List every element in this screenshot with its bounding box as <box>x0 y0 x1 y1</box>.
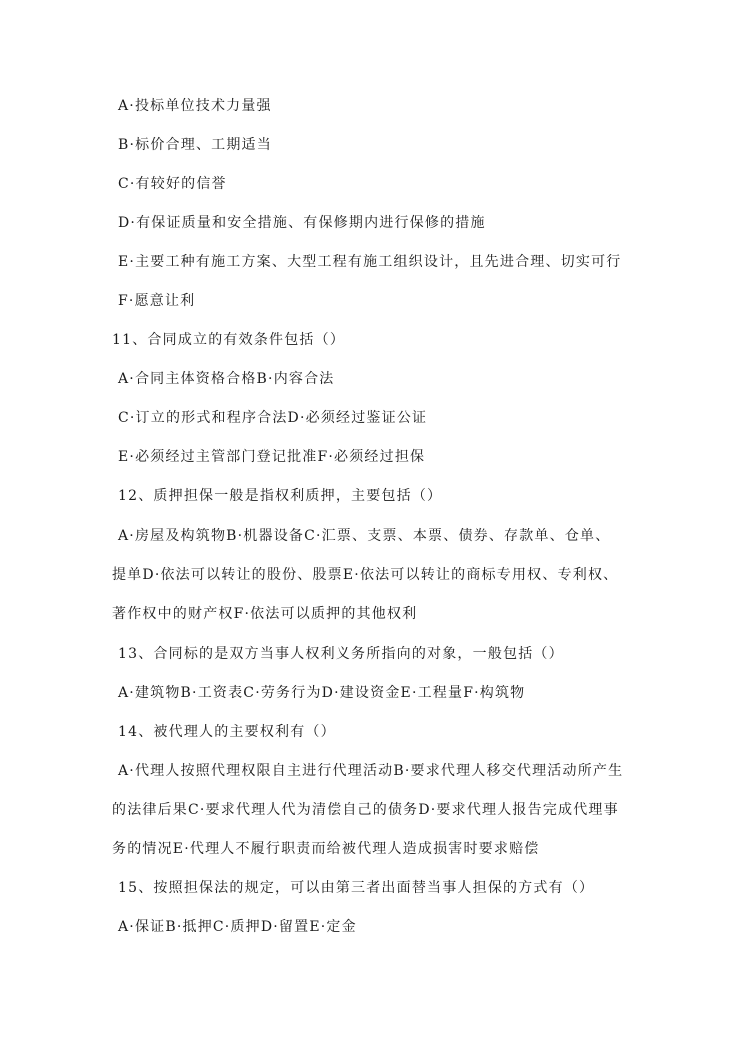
option-e-text: E·主要工种有施工方案、大型工程有施工组织设计，且先进合理、切实可行 <box>118 254 622 270</box>
question-14-options-line-1: A·代理人按照代理权限自主进行代理活动B·要求代理人移交代理活动所产生 <box>118 763 624 779</box>
question-14-options-line-2: 的法律后果C·要求代理人代为清偿自己的债务D·要求代理人报告完成代理事 <box>112 802 619 818</box>
option-a-text: A·投标单位技术力量强 <box>118 98 272 114</box>
question-12-options-line-3: 著作权中的财产权F·依法可以质押的其他权利 <box>112 606 418 622</box>
question-12: 12、质押担保一般是指权利质押，主要包括（） <box>118 488 443 504</box>
question-14-options-line-3: 务的情况E·代理人不履行职责而给被代理人造成损害时要求赔偿 <box>112 841 540 857</box>
option-b-text: B·标价合理、工期适当 <box>118 137 272 153</box>
option-d-text: D·有保证质量和安全措施、有保修期内进行保修的措施 <box>118 215 486 231</box>
question-11-options-line-3: E·必须经过主管部门登记批准F·必须经过担保 <box>118 449 426 465</box>
question-13: 13、合同标的是双方当事人权利义务所指向的对象，一般包括（） <box>118 646 564 662</box>
question-13-options: A·建筑物B·工资表C·劳务行为D·建设资金E·工程量F·构筑物 <box>118 685 526 701</box>
question-11: 11、合同成立的有效条件包括（） <box>112 332 346 348</box>
question-12-options-line-2: 提单D·依法可以转让的股份、股票E·依法可以转让的商标专用权、专利权、 <box>112 567 619 583</box>
question-11-options-line-2: C·订立的形式和程序合法D·必须经过鉴证公证 <box>118 410 428 426</box>
question-14: 14、被代理人的主要权利有（） <box>118 724 336 740</box>
question-12-options-line-1: A·房屋及构筑物B·机器设备C·汇票、支票、本票、债券、存款单、仓单、 <box>118 528 611 544</box>
option-f-text: F·愿意让利 <box>118 293 196 309</box>
question-11-options-line-1: A·合同主体资格合格B·内容合法 <box>118 371 335 387</box>
option-c-text: C·有较好的信誉 <box>118 176 227 192</box>
question-15-options: A·保证B·抵押C·质押D·留置E·定金 <box>118 919 357 935</box>
question-15: 15、按照担保法的规定，可以由第三者出面替当事人担保的方式有（） <box>118 880 595 896</box>
